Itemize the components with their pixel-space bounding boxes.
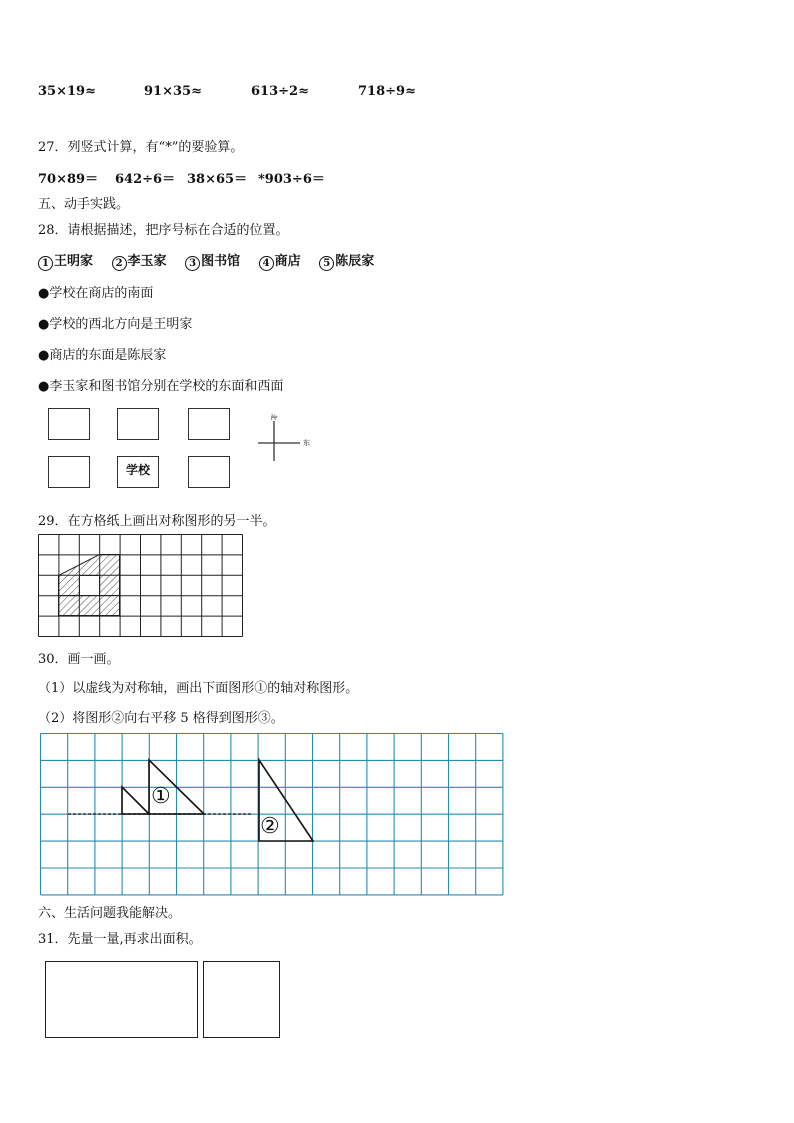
q28-title: 28．请根据描述，把序号标在合适的位置。 bbox=[38, 223, 289, 238]
estimate-3: 613÷2≈ bbox=[251, 84, 309, 99]
compass-east-label: 东 bbox=[303, 439, 310, 447]
q28-clue-1: ●学校在商店的南面 bbox=[38, 286, 154, 301]
q31-square bbox=[203, 961, 280, 1038]
q27-item-2: 642÷6＝ bbox=[115, 172, 176, 187]
q27-item-1: 70×89＝ bbox=[38, 172, 99, 187]
number-circle-icon: 3 bbox=[185, 256, 200, 271]
number-circle-icon: 5 bbox=[319, 256, 334, 271]
place-4: 4 商店 bbox=[259, 254, 301, 269]
q31-title: 31．先量一量,再求出面积。 bbox=[38, 932, 202, 947]
map-box-top-middle[interactable] bbox=[117, 408, 159, 440]
number-circle-icon: 4 bbox=[259, 256, 274, 271]
q29-grid[interactable] bbox=[38, 534, 244, 637]
q27-title: 27．列竖式计算，有“*”的要验算。 bbox=[38, 140, 244, 155]
estimate-4: 718÷9≈ bbox=[358, 84, 416, 99]
place-1: 1 王明家 bbox=[38, 254, 93, 269]
shape-2-label: ② bbox=[260, 814, 280, 839]
shape-1-label: ① bbox=[151, 784, 171, 809]
estimate-2: 91×35≈ bbox=[144, 84, 202, 99]
map-box-top-right[interactable] bbox=[188, 408, 230, 440]
number-circle-icon: 2 bbox=[112, 256, 127, 271]
q30-sub2: （2）将图形②向右平移 5 格得到图形③。 bbox=[38, 711, 284, 726]
q30-sub1: （1）以虚线为对称轴，画出下面图形①的轴对称图形。 bbox=[38, 681, 359, 696]
place-2: 2 李玉家 bbox=[112, 254, 167, 269]
q28-clue-4: ●李玉家和图书馆分别在学校的东面和西面 bbox=[38, 379, 284, 394]
map-box-top-left[interactable] bbox=[48, 408, 90, 440]
shape-1-small-triangle bbox=[122, 787, 149, 814]
q28-place-list bbox=[38, 250, 374, 271]
place-5: 5 陈辰家 bbox=[319, 254, 374, 269]
estimate-1: 35×19≈ bbox=[38, 84, 96, 99]
q27-item-4: *903÷6＝ bbox=[258, 172, 325, 187]
q29-title: 29．在方格纸上画出对称图形的另一半。 bbox=[38, 514, 276, 529]
q31-rectangle bbox=[45, 961, 198, 1038]
map-box-school: 学校 bbox=[117, 456, 159, 488]
map-box-bottom-left[interactable] bbox=[48, 456, 90, 488]
place-3: 3 图书馆 bbox=[185, 254, 240, 269]
q28-clue-3: ●商店的东面是陈辰家 bbox=[38, 348, 167, 363]
q30-title: 30．画一画。 bbox=[38, 652, 120, 667]
map-box-bottom-right[interactable] bbox=[188, 456, 230, 488]
q29-shape bbox=[59, 555, 120, 596]
q28-clue-2: ●学校的西北方向是王明家 bbox=[38, 317, 193, 332]
q27-item-3: 38×65＝ bbox=[187, 172, 248, 187]
section-5-heading: 五、动手实践。 bbox=[38, 197, 130, 212]
compass-north-label: 北 bbox=[269, 413, 278, 421]
section-6-heading: 六、生活问题我能解决。 bbox=[38, 906, 182, 921]
number-circle-icon: 1 bbox=[38, 256, 53, 271]
